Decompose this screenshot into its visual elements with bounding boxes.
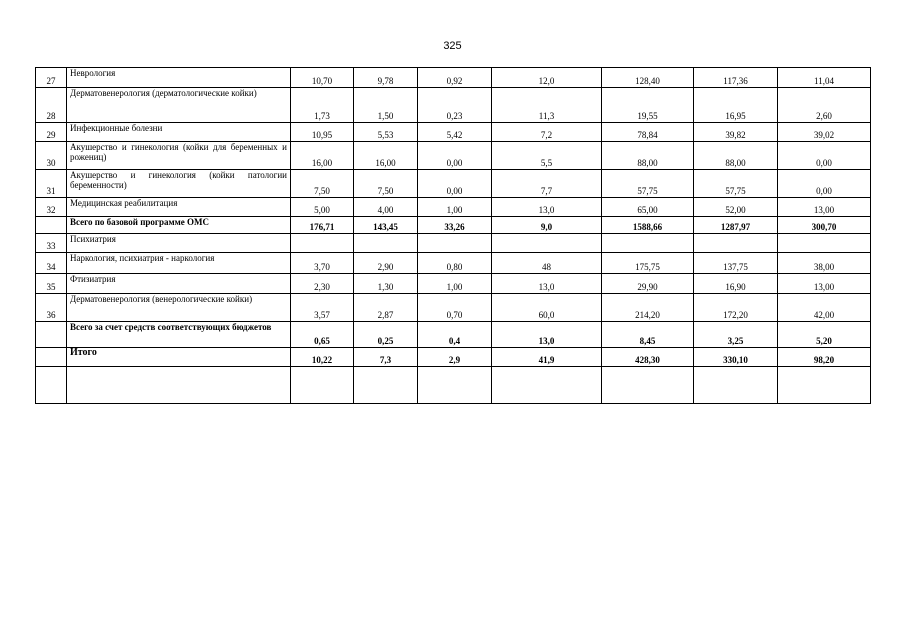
value-cell-col-2: 2,90 (354, 253, 418, 274)
value-cell-col-7: 5,20 (778, 322, 871, 348)
value-cell-col-7 (778, 367, 871, 404)
table-row (36, 217, 871, 234)
profile-name-cell: Наркология, психиатрия - наркология (67, 253, 291, 274)
value-cell-col-6: 57,75 (694, 170, 778, 198)
value-cell-col-1: 7,50 (291, 170, 354, 198)
table-row (36, 123, 871, 142)
value-cell-col-4: 41,9 (492, 348, 602, 367)
value-cell-col-6: 16,90 (694, 274, 778, 294)
profile-name-cell: Акушерство и гинекология (койки для беременных и рожениц) (67, 142, 291, 170)
value-cell-col-4: 7,2 (492, 123, 602, 142)
value-cell-col-4: 13,0 (492, 198, 602, 217)
row-number-cell: 34 (36, 253, 67, 274)
table-row (36, 170, 871, 198)
value-cell-col-5: 65,00 (602, 198, 694, 217)
value-cell-col-1 (291, 234, 354, 253)
value-cell-col-6: 52,00 (694, 198, 778, 217)
table-row (36, 294, 871, 322)
value-cell-col-4: 5,5 (492, 142, 602, 170)
row-number-cell: 32 (36, 198, 67, 217)
value-cell-col-7: 11,04 (778, 68, 871, 88)
value-cell-col-3 (418, 367, 492, 404)
value-cell-col-7 (778, 234, 871, 253)
value-cell-col-2: 2,87 (354, 294, 418, 322)
value-cell-col-1: 10,70 (291, 68, 354, 88)
value-cell-col-2: 4,00 (354, 198, 418, 217)
value-cell-col-5: 128,40 (602, 68, 694, 88)
profile-name-cell: Неврология (67, 68, 291, 88)
value-cell-col-1: 5,00 (291, 198, 354, 217)
value-cell-col-3: 0,00 (418, 142, 492, 170)
value-cell-col-3: 33,26 (418, 217, 492, 234)
value-cell-col-7: 0,00 (778, 170, 871, 198)
value-cell-col-4: 7,7 (492, 170, 602, 198)
value-cell-col-7: 38,00 (778, 253, 871, 274)
value-cell-col-4: 60,0 (492, 294, 602, 322)
value-cell-col-2: 0,25 (354, 322, 418, 348)
profile-name-cell: Психиатрия (67, 234, 291, 253)
value-cell-col-5: 175,75 (602, 253, 694, 274)
table-row (36, 88, 871, 123)
value-cell-col-1: 0,65 (291, 322, 354, 348)
profile-name-cell: Итого (67, 348, 291, 367)
value-cell-col-4: 9,0 (492, 217, 602, 234)
profile-name-cell: Всего по базовой программе ОМС (67, 217, 291, 234)
value-cell-col-2 (354, 367, 418, 404)
row-number-cell (36, 348, 67, 367)
profile-name-cell: Инфекционные болезни (67, 123, 291, 142)
value-cell-col-1: 3,70 (291, 253, 354, 274)
value-cell-col-2: 1,30 (354, 274, 418, 294)
table-row (36, 142, 871, 170)
value-cell-col-3: 0,00 (418, 170, 492, 198)
value-cell-col-1: 10,95 (291, 123, 354, 142)
value-cell-col-7: 98,20 (778, 348, 871, 367)
table-row (36, 348, 871, 367)
row-number-cell (36, 367, 67, 404)
table-row (36, 253, 871, 274)
value-cell-col-5 (602, 367, 694, 404)
value-cell-col-5: 78,84 (602, 123, 694, 142)
value-cell-col-3: 0,4 (418, 322, 492, 348)
row-number-cell (36, 217, 67, 234)
value-cell-col-2: 7,50 (354, 170, 418, 198)
value-cell-col-3: 2,9 (418, 348, 492, 367)
value-cell-col-1: 176,71 (291, 217, 354, 234)
value-cell-col-7: 2,60 (778, 88, 871, 123)
value-cell-col-5: 88,00 (602, 142, 694, 170)
value-cell-col-5: 428,30 (602, 348, 694, 367)
value-cell-col-6: 88,00 (694, 142, 778, 170)
value-cell-col-7: 13,00 (778, 198, 871, 217)
value-cell-col-3: 1,00 (418, 198, 492, 217)
value-cell-col-2 (354, 234, 418, 253)
row-number-cell: 31 (36, 170, 67, 198)
profile-name-cell: Фтизиатрия (67, 274, 291, 294)
value-cell-col-1 (291, 367, 354, 404)
value-cell-col-7: 13,00 (778, 274, 871, 294)
value-cell-col-5 (602, 234, 694, 253)
value-cell-col-1: 3,57 (291, 294, 354, 322)
value-cell-col-1: 10,22 (291, 348, 354, 367)
table-row (36, 68, 871, 88)
value-cell-col-3: 0,70 (418, 294, 492, 322)
value-cell-col-7: 0,00 (778, 142, 871, 170)
value-cell-col-2: 16,00 (354, 142, 418, 170)
profile-name-cell (67, 367, 291, 404)
value-cell-col-6: 330,10 (694, 348, 778, 367)
value-cell-col-3 (418, 234, 492, 253)
table-row (36, 274, 871, 294)
profile-name-cell: Акушерство и гинекология (койки патологии беременности) (67, 170, 291, 198)
value-cell-col-5: 19,55 (602, 88, 694, 123)
value-cell-col-5: 8,45 (602, 322, 694, 348)
value-cell-col-3: 1,00 (418, 274, 492, 294)
row-number-cell: 30 (36, 142, 67, 170)
value-cell-col-4: 48 (492, 253, 602, 274)
value-cell-col-6 (694, 234, 778, 253)
value-cell-col-1: 2,30 (291, 274, 354, 294)
row-number-cell: 33 (36, 234, 67, 253)
table-row (36, 367, 871, 404)
value-cell-col-2: 1,50 (354, 88, 418, 123)
value-cell-col-7: 42,00 (778, 294, 871, 322)
profile-name-cell: Дерматовенерология (венерологические койки) (67, 294, 291, 322)
value-cell-col-7: 300,70 (778, 217, 871, 234)
value-cell-col-6: 172,20 (694, 294, 778, 322)
row-number-cell (36, 322, 67, 348)
profile-name-cell: Дерматовенерология (дерматологические койки) (67, 88, 291, 123)
table-row (36, 322, 871, 348)
value-cell-col-6: 137,75 (694, 253, 778, 274)
value-cell-col-6: 39,82 (694, 123, 778, 142)
value-cell-col-4: 13,0 (492, 322, 602, 348)
value-cell-col-3: 0,80 (418, 253, 492, 274)
value-cell-col-5: 1588,66 (602, 217, 694, 234)
page-number: 325 (443, 40, 462, 52)
profile-name-cell: Медицинская реабилитация (67, 198, 291, 217)
value-cell-col-4: 11,3 (492, 88, 602, 123)
value-cell-col-6: 3,25 (694, 322, 778, 348)
row-number-cell: 28 (36, 88, 67, 123)
value-cell-col-4: 12,0 (492, 68, 602, 88)
row-number-cell: 27 (36, 68, 67, 88)
row-number-cell: 29 (36, 123, 67, 142)
beds-table (35, 67, 871, 404)
value-cell-col-4: 13,0 (492, 274, 602, 294)
value-cell-col-6: 117,36 (694, 68, 778, 88)
value-cell-col-2: 5,53 (354, 123, 418, 142)
value-cell-col-3: 5,42 (418, 123, 492, 142)
value-cell-col-2: 7,3 (354, 348, 418, 367)
value-cell-col-5: 214,20 (602, 294, 694, 322)
row-number-cell: 36 (36, 294, 67, 322)
value-cell-col-5: 29,90 (602, 274, 694, 294)
value-cell-col-7: 39,02 (778, 123, 871, 142)
value-cell-col-6: 1287,97 (694, 217, 778, 234)
value-cell-col-1: 1,73 (291, 88, 354, 123)
row-number-cell: 35 (36, 274, 67, 294)
value-cell-col-2: 9,78 (354, 68, 418, 88)
profile-name-cell: Всего за счет средств соответствующих бюджетов (67, 322, 291, 348)
value-cell-col-3: 0,23 (418, 88, 492, 123)
table-row (36, 198, 871, 217)
value-cell-col-6: 16,95 (694, 88, 778, 123)
value-cell-col-6 (694, 367, 778, 404)
value-cell-col-5: 57,75 (602, 170, 694, 198)
value-cell-col-4 (492, 234, 602, 253)
value-cell-col-1: 16,00 (291, 142, 354, 170)
value-cell-col-2: 143,45 (354, 217, 418, 234)
value-cell-col-3: 0,92 (418, 68, 492, 88)
value-cell-col-4 (492, 367, 602, 404)
table-row (36, 234, 871, 253)
